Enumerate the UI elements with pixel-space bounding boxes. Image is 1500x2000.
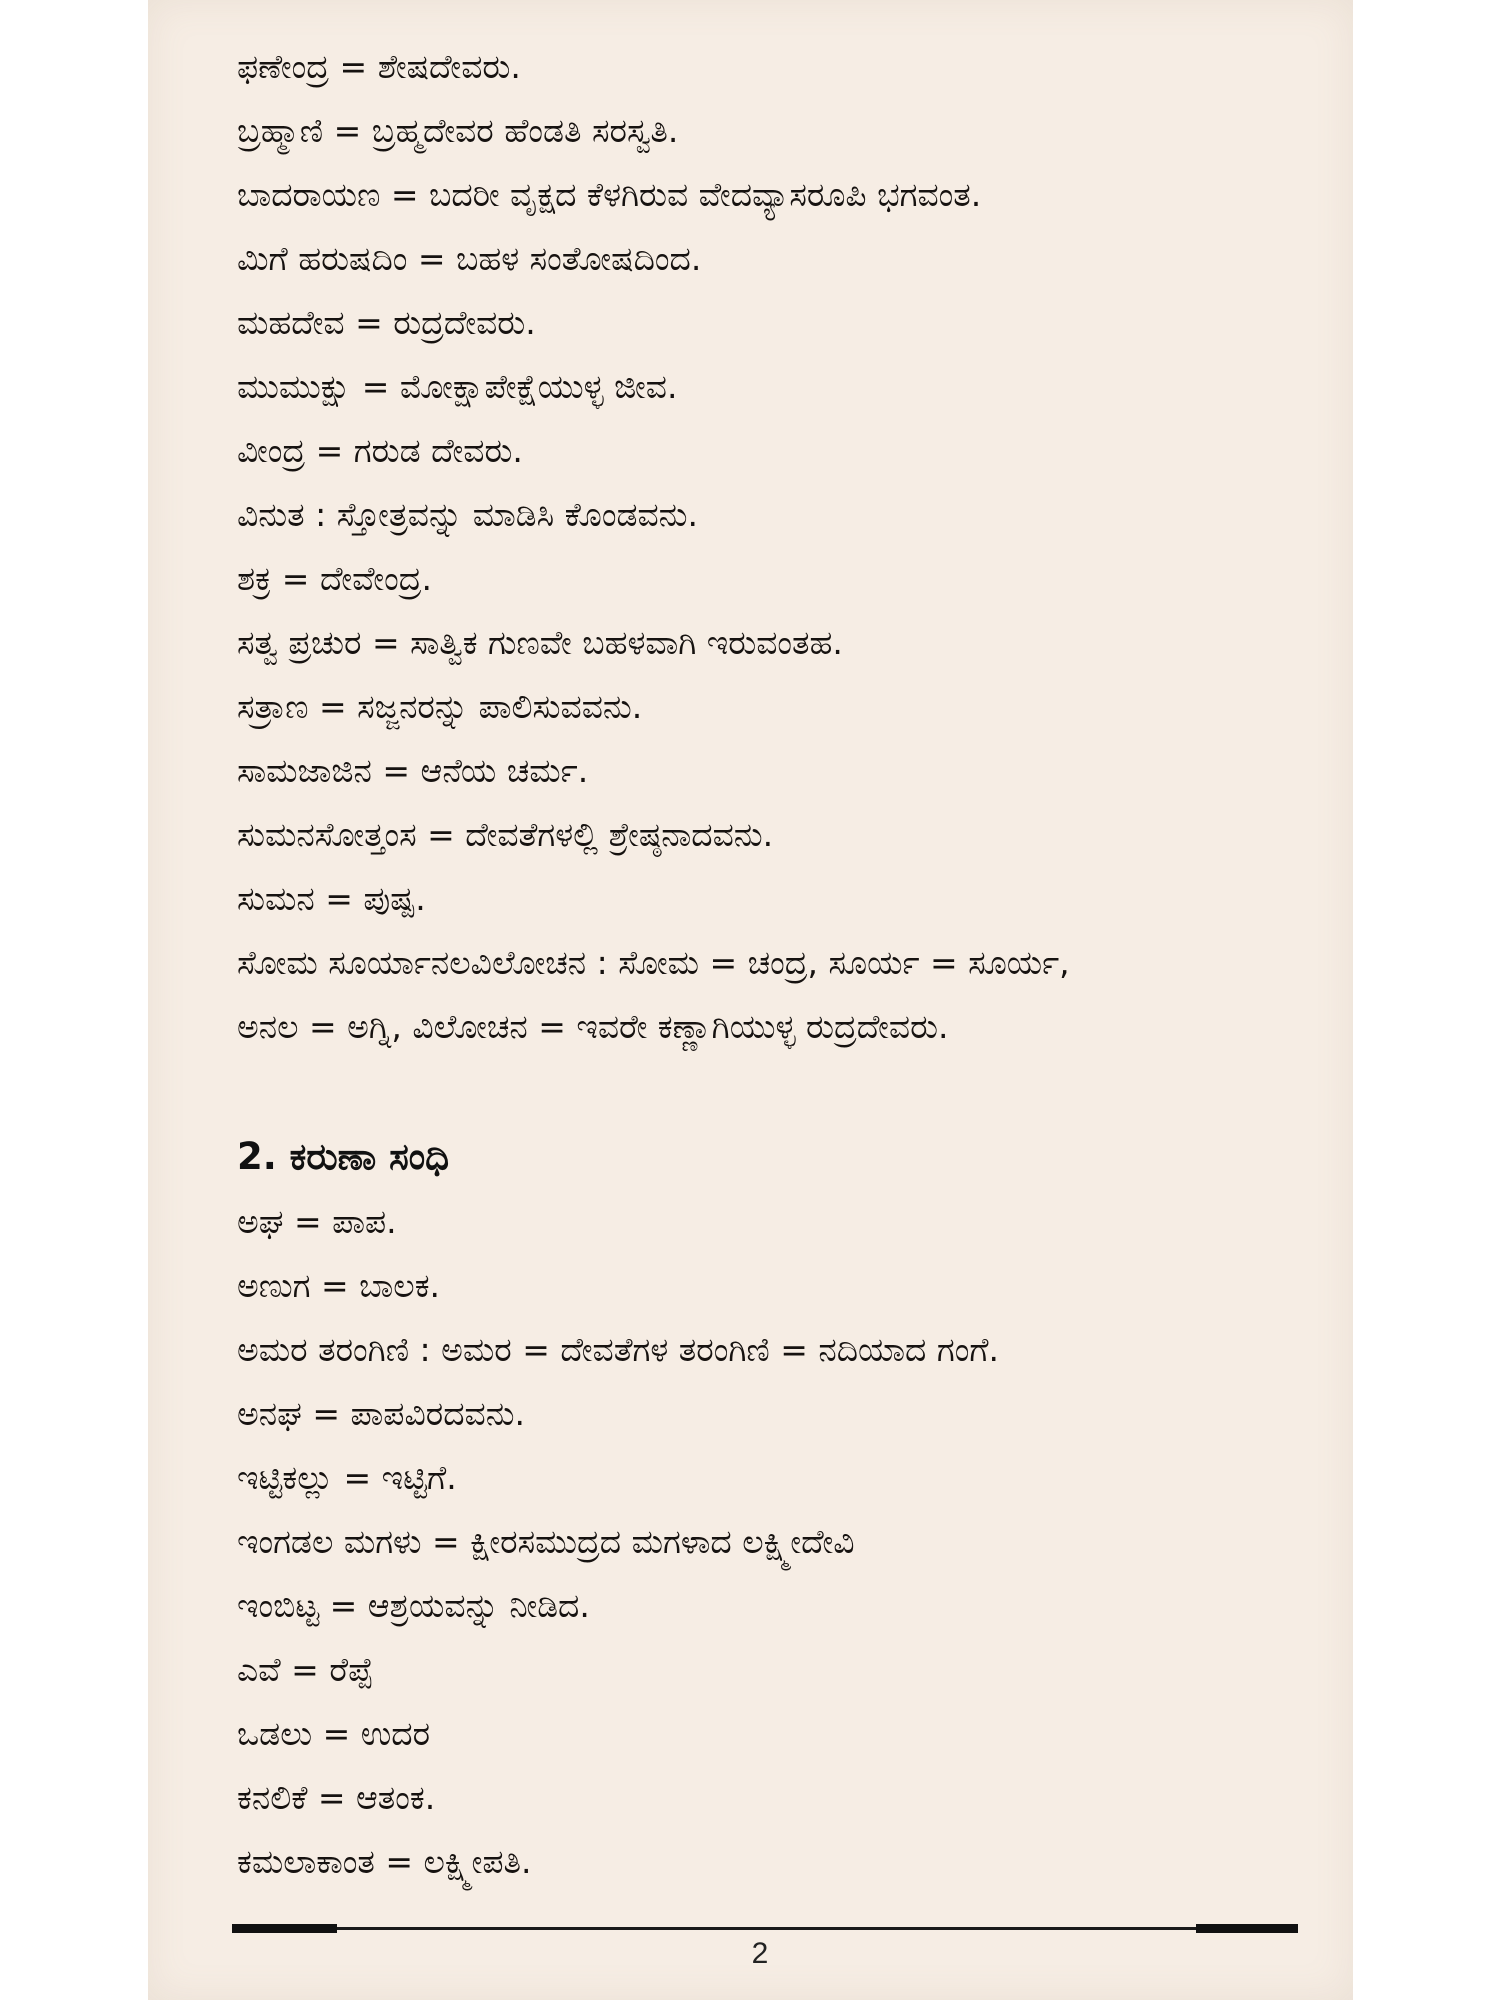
glossary-line: ಕಮಲಾಕಾಂತ = ಲಕ್ಷ್ಮೀಪತಿ.: [237, 1842, 532, 1881]
glossary-line: ಬಾದರಾಯಣ = ಬದರೀ ವೃಕ್ಷದ ಕೆಳಗಿರುವ ವೇದವ್ಯಾಸರೂಪಿ ಭಗವಂತ.: [237, 175, 982, 214]
book-page: [148, 0, 1353, 2000]
glossary-line: ವೀಂದ್ರ = ಗರುಡ ದೇವರು.: [237, 431, 523, 470]
glossary-line: ಮಿಗೆ ಹರುಷದಿಂ = ಬಹಳ ಸಂತೋಷದಿಂದ.: [237, 239, 702, 278]
glossary-line: ವಿನುತ : ಸ್ತೋತ್ರವನ್ನು ಮಾಡಿಸಿ ಕೊಂಡವನು.: [237, 495, 698, 534]
glossary-line: ಸೋಮ ಸೂರ್ಯಾನಲವಿಲೋಚನ : ಸೋಮ = ಚಂದ್ರ, ಸೂರ್ಯ = ಸೂರ್ಯ,: [237, 943, 1070, 982]
glossary-line: ಅನಘ = ಪಾಪವಿರದವನು.: [237, 1394, 526, 1433]
footer-rule-accent-right: [1196, 1924, 1298, 1933]
glossary-line: ಅನಲ = ಅಗ್ನಿ, ವಿಲೋಚನ = ಇವರೇ ಕಣ್ಣಾಗಿಯುಳ್ಳ ರುದ್ರದೇವರು.: [237, 1007, 949, 1046]
footer-rule: [232, 1927, 1298, 1930]
glossary-line: ಅಣುಗ = ಬಾಲಕ.: [237, 1266, 441, 1305]
glossary-line: ಸುಮನಸೋತ್ತಂಸ = ದೇವತೆಗಳಲ್ಲಿ ಶ್ರೇಷ್ಠನಾದವನು.: [237, 815, 774, 854]
glossary-line: ಇಂಗಡಲ ಮಗಳು = ಕ್ಷೀರಸಮುದ್ರದ ಮಗಳಾದ ಲಕ್ಷ್ಮೀದೇವಿ: [237, 1522, 855, 1561]
glossary-line: ಸತ್ವ ಪ್ರಚುರ = ಸಾತ್ವಿಕ ಗುಣವೇ ಬಹಳವಾಗಿ ಇರುವಂತಹ.: [237, 623, 843, 662]
glossary-line: ಕನಲಿಕೆ = ಆತಂಕ.: [237, 1778, 436, 1817]
glossary-line: ಮಹದೇವ = ರುದ್ರದೇವರು.: [237, 303, 536, 342]
glossary-line: ಅಘ = ಪಾಪ.: [237, 1202, 397, 1241]
glossary-line: ಇಟ್ಟಿಕಲ್ಲು = ಇಟ್ಟಿಗೆ.: [237, 1458, 457, 1497]
glossary-line: ಸುಮನ = ಪುಷ್ಪ.: [237, 879, 426, 918]
section-heading: 2. ಕರುಣಾ ಸಂಧಿ: [237, 1135, 450, 1178]
glossary-line: ಸತ್ರಾಣ = ಸಜ್ಜನರನ್ನು ಪಾಲಿಸುವವನು.: [237, 687, 643, 726]
glossary-line: ಒಡಲು = ಉದರ: [237, 1714, 431, 1753]
page-number: 2: [751, 1937, 769, 1970]
glossary-line: ಇಂಬಿಟ್ಟ = ಆಶ್ರಯವನ್ನು ನೀಡಿದ.: [237, 1586, 590, 1625]
glossary-line: ಫಣೇಂದ್ರ = ಶೇಷದೇವರು.: [237, 47, 521, 86]
glossary-line: ಶಕ್ರ = ದೇವೇಂದ್ರ.: [237, 559, 432, 598]
glossary-line: ಮುಮುಕ್ಷು = ಮೋಕ್ಷಾಪೇಕ್ಷೆಯುಳ್ಳ ಜೀವ.: [237, 367, 678, 406]
glossary-line: ಅಮರ ತರಂಗಿಣಿ : ಅಮರ = ದೇವತೆಗಳ ತರಂಗಿಣಿ = ನದಿಯಾದ ಗಂಗೆ.: [237, 1330, 999, 1369]
footer-rule-accent-left: [232, 1924, 337, 1933]
glossary-line: ಸಾಮಜಾಜಿನ = ಆನೆಯ ಚರ್ಮ.: [237, 751, 589, 790]
glossary-line: ಬ್ರಹ್ಮಾಣಿ = ಬ್ರಹ್ಮದೇವರ ಹೆಂಡತಿ ಸರಸ್ವತಿ.: [237, 111, 679, 150]
glossary-line: ಎವೆ = ರೆಪ್ಪೆ: [237, 1650, 374, 1689]
